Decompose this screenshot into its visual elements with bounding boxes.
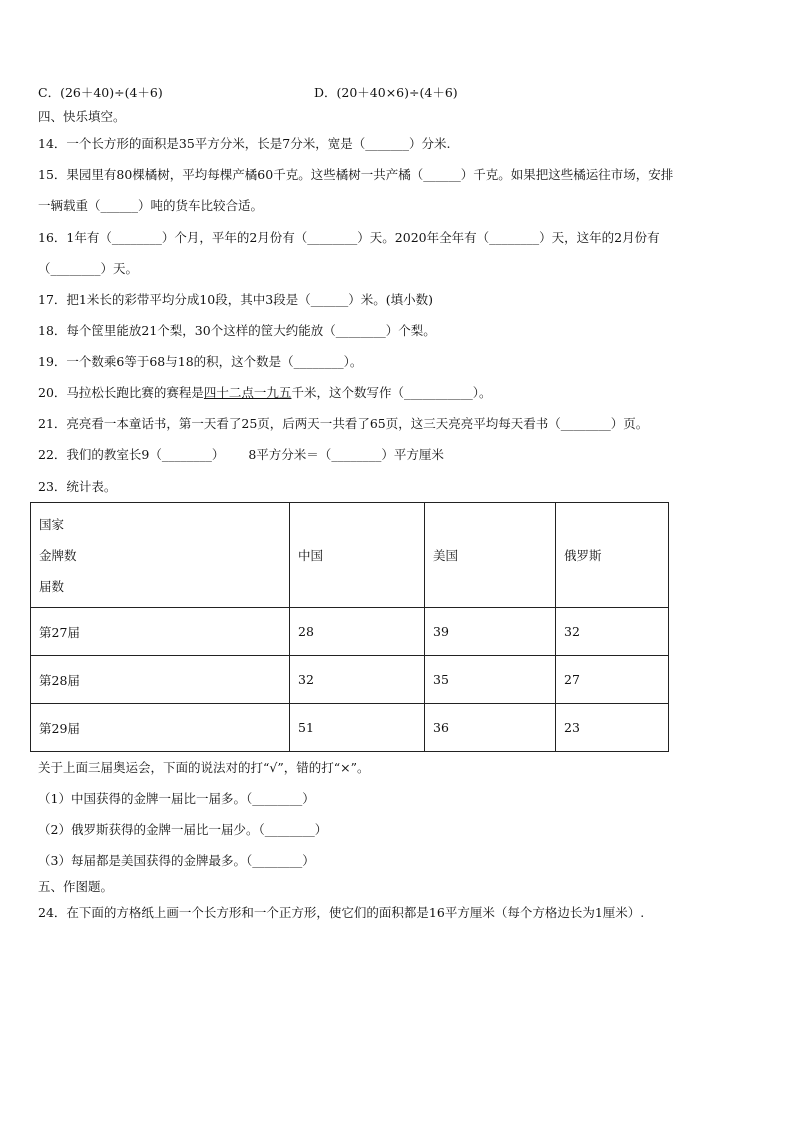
- question-20-before: 20．马拉松长跑比赛的赛程是: [38, 385, 204, 400]
- table-row: [31, 704, 669, 752]
- table-cell: 51: [290, 704, 425, 752]
- table-cell: 32: [556, 608, 669, 656]
- table-cell: 39: [425, 608, 556, 656]
- row-label: 第29届: [31, 704, 290, 752]
- option-c: C．(26＋40)÷(4＋6): [38, 85, 163, 100]
- question-18: 18．每个筐里能放21个梨，30个这样的筐大约能放（________）个梨。: [38, 323, 436, 338]
- table-cell: 32: [290, 656, 425, 704]
- table-cell: 36: [425, 704, 556, 752]
- table-cell: 28: [290, 608, 425, 656]
- question-23-title: 23．统计表。: [38, 479, 117, 494]
- question-19: 19．一个数乘6等于68与18的积，这个数是（________）。: [38, 354, 363, 369]
- header-country-label: 国家: [39, 516, 65, 532]
- row-label: 第27届: [31, 608, 290, 656]
- question-20-after: 千米，这个数写作（___________）。: [291, 385, 492, 400]
- row-label: 第28届: [31, 656, 290, 704]
- header-edition-label: 届数: [39, 578, 65, 594]
- question-17: 17．把1米长的彩带平均分成10段，其中3段是（______）米。(填小数): [38, 292, 433, 307]
- question-22-part2: 8平方分米＝（________）平方厘米: [248, 447, 444, 462]
- header-medal-label: 金牌数: [39, 547, 77, 563]
- question-20: [38, 385, 491, 401]
- header-country: 中国: [290, 503, 425, 608]
- question-20-underlined: 四十二点一九五: [203, 385, 292, 400]
- table-header-row: [31, 503, 669, 608]
- question-22: [38, 447, 444, 463]
- question-15-line1: 15．果园里有80棵橘树，平均每棵产橘60千克。这些橘树一共产橘（______）千克。如果把这些橘运往市场，安排: [38, 167, 674, 182]
- question-15-line2: 一辆载重（______）吨的货车比较合适。: [38, 198, 264, 213]
- header-diagonal-cell: [31, 503, 290, 608]
- table-row: [31, 656, 669, 704]
- question-16-line1: 16．1年有（________）个月，平年的2月份有（________）天。2020年全年有（________）天，这年的2月份有: [38, 230, 660, 245]
- table-row: [31, 608, 669, 656]
- table-cell: 23: [556, 704, 669, 752]
- question-23-intro: 关于上面三届奥运会，下面的说法对的打“√”，错的打“×”。: [38, 760, 370, 775]
- question-21: 21．亮亮看一本童话书，第一天看了25页，后两天一共看了65页，这三天亮亮平均每天看书（________）页。: [38, 416, 649, 431]
- option-d: D．(20＋40×6)÷(4＋6): [314, 85, 458, 100]
- question-23-item: （3）每届都是美国获得的金牌最多。（________）: [38, 853, 315, 868]
- question-24: 24．在下面的方格纸上画一个长方形和一个正方形，使它们的面积都是16平方厘米（每个方格边长为1厘米）.: [38, 905, 645, 920]
- question-22-part1: 22．我们的教室长9（________）: [38, 447, 225, 462]
- header-country: 美国: [425, 503, 556, 608]
- header-country: 俄罗斯: [556, 503, 669, 608]
- question-23-item: （2）俄罗斯获得的金牌一届比一届少。（________）: [38, 822, 328, 837]
- question-23-item: （1）中国获得的金牌一届比一届多。（________）: [38, 791, 315, 806]
- medal-table: [30, 502, 669, 752]
- question-16-line2: （________）天。: [38, 261, 139, 276]
- question-14: 14．一个长方形的面积是35平方分米，长是7分米，宽是（_______）分米.: [38, 136, 451, 151]
- section-4-title: 四、快乐填空。: [38, 109, 126, 124]
- section-5-title: 五、作图题。: [38, 879, 114, 894]
- table-cell: 27: [556, 656, 669, 704]
- table-cell: 35: [425, 656, 556, 704]
